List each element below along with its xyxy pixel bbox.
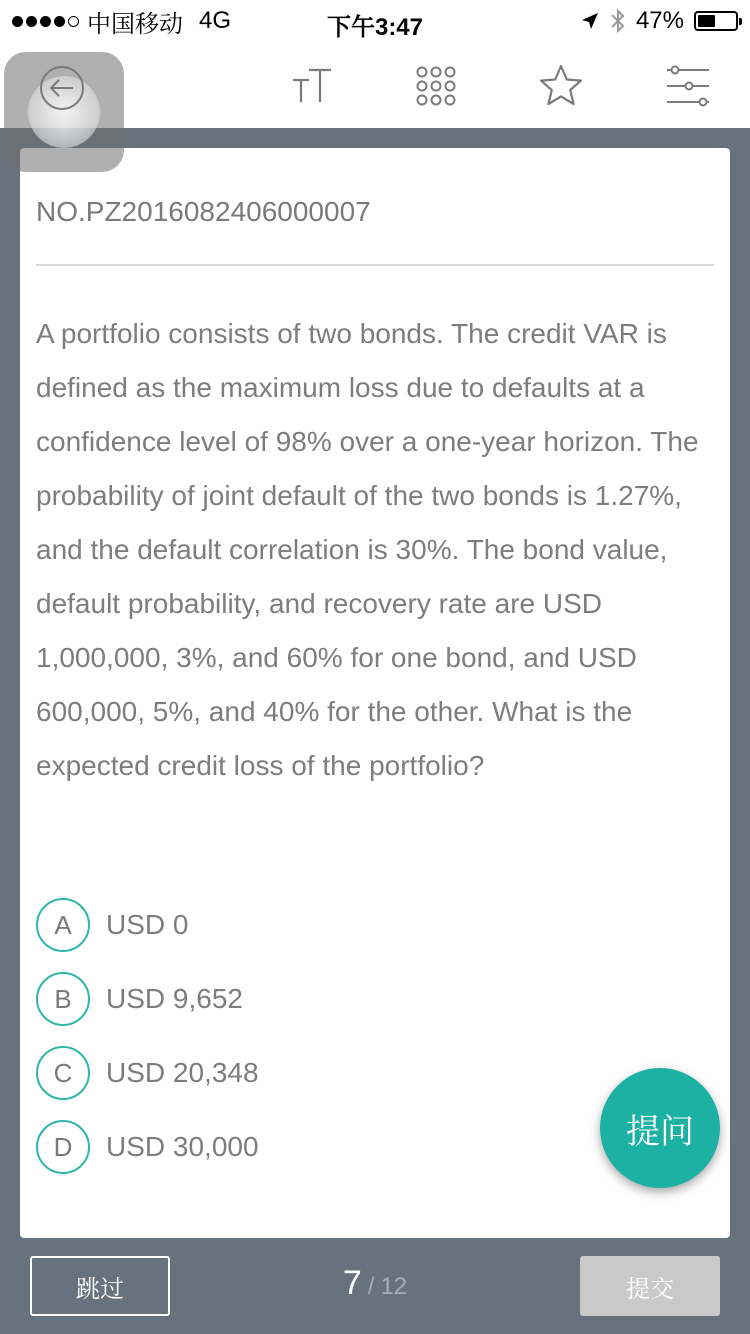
favorite-button[interactable] — [535, 60, 587, 112]
option-text: USD 0 — [106, 909, 189, 940]
option-letter: C — [36, 1046, 90, 1100]
option-d[interactable] — [36, 1110, 536, 1184]
option-letter: B — [36, 972, 90, 1026]
option-text: USD 30,000 — [106, 1131, 259, 1162]
location-arrow-icon — [580, 11, 600, 31]
back-button[interactable] — [4, 52, 124, 172]
skip-button[interactable]: 跳过 — [30, 1256, 170, 1316]
carrier-name: 中国移动 — [87, 10, 183, 38]
grid-icon — [414, 64, 458, 108]
bluetooth-icon — [610, 8, 626, 34]
question-card — [20, 148, 730, 1238]
current-page: 7 — [342, 1264, 362, 1302]
option-c[interactable] — [36, 1036, 536, 1110]
page-separator: / — [367, 1273, 375, 1300]
settings-button[interactable] — [662, 60, 714, 112]
question-text: A portfolio consists of two bonds. The credit VAR is defined as the maximum loss due to defaults at a confidence level of 98% over a one-year horizon. The probability of joint default of the two bonds is 1.27%, and the default correlation is 30%. The bond value, default probability, and recovery rate are USD 1,000,000, 3%, and 60% for one bond, and USD 600,000, 5%, and 40% for the other. What is the expected credit loss of the portfolio? — [36, 318, 699, 781]
submit-button[interactable]: 提交 — [580, 1256, 720, 1316]
option-letter: D — [36, 1120, 90, 1174]
status-bar — [0, 0, 750, 42]
font-size-button[interactable] — [286, 60, 338, 112]
option-b[interactable] — [36, 962, 536, 1036]
options-list — [36, 888, 536, 1184]
star-icon — [538, 63, 584, 109]
option-text: USD 9,652 — [106, 983, 243, 1014]
battery-icon — [694, 11, 738, 31]
total-pages: 12 — [380, 1273, 408, 1300]
status-time: 下午3:47 — [326, 14, 424, 41]
back-icon — [38, 64, 86, 112]
option-letter: A — [36, 898, 90, 952]
font-size-icon — [289, 66, 335, 106]
battery-percent: 47% — [635, 7, 684, 34]
question-number: NO.PZ2016082406000007 — [36, 196, 371, 227]
ask-question-button[interactable]: 提问 — [600, 1068, 720, 1188]
question-grid-button[interactable] — [410, 60, 462, 112]
settings-sliders-icon — [665, 64, 711, 108]
divider — [36, 264, 714, 266]
network-type: 4G — [199, 7, 232, 34]
option-text: USD 20,348 — [106, 1057, 259, 1088]
option-a[interactable] — [36, 888, 536, 962]
